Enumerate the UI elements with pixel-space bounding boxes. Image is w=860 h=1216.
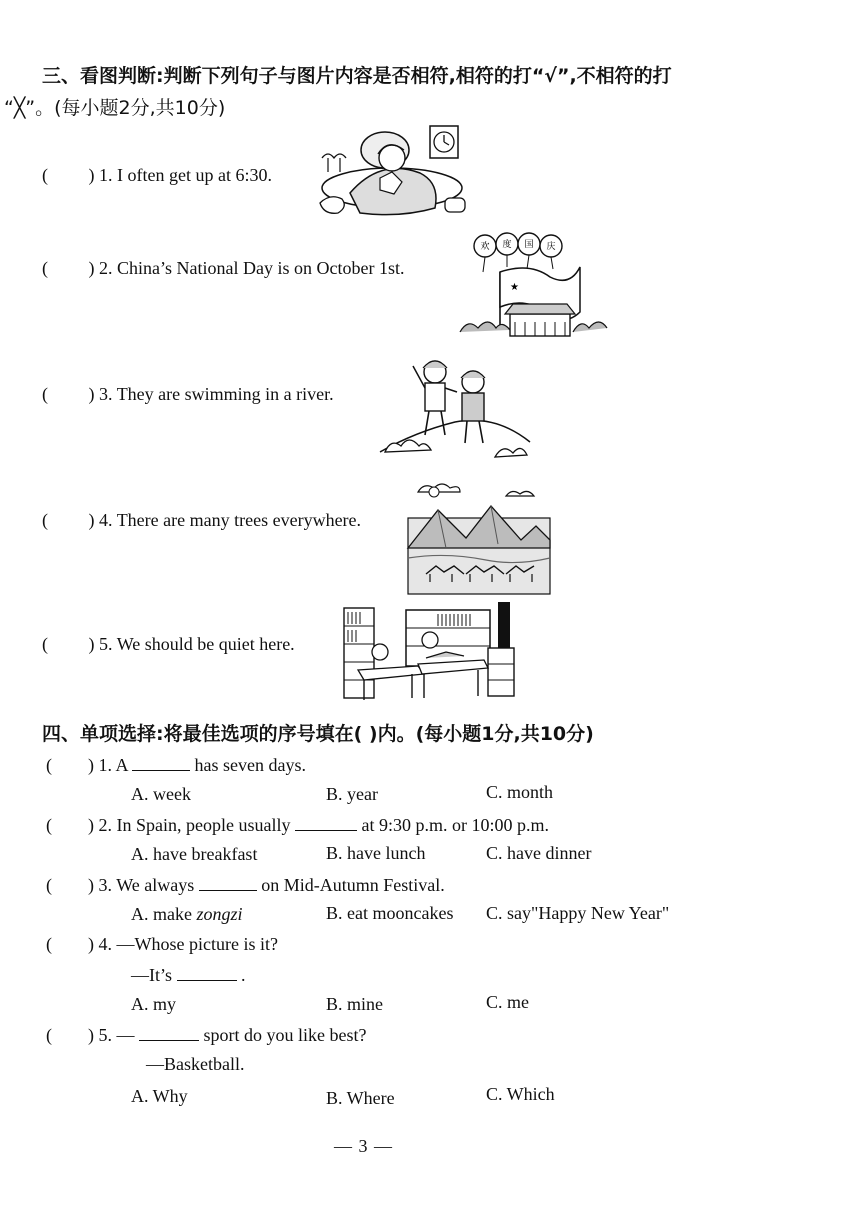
choice-question-3 — [46, 874, 445, 896]
banner-char-1: 欢 — [480, 242, 490, 252]
answer-paren-2[interactable]: ( ) — [42, 258, 95, 278]
answer-paren-q4[interactable]: ( ) — [46, 934, 94, 954]
option-a — [131, 904, 243, 925]
answer-blank[interactable] — [295, 814, 357, 831]
option-b: B. year — [326, 784, 378, 804]
option-a-text: A. make — [131, 904, 197, 924]
judge-item-1 — [42, 165, 272, 186]
option-b: B. eat mooncakes — [326, 903, 454, 923]
hiking-children-picture — [375, 352, 535, 472]
answer-blank[interactable] — [177, 964, 237, 981]
answer-paren-5[interactable]: ( ) — [42, 634, 95, 654]
answer-paren-q2[interactable]: ( ) — [46, 815, 94, 835]
option-a: A. Why — [131, 1086, 188, 1106]
banner-char-2: 度 — [502, 240, 512, 250]
question-stem: at 9:30 p.m. or 10:00 p.m. — [361, 815, 549, 835]
judge-item-2 — [42, 258, 404, 279]
option-b: B. mine — [326, 994, 383, 1014]
answer-paren-4[interactable]: ( ) — [42, 510, 95, 530]
section3-title-line1: 三、看图判断:判断下列句子与图片内容是否相符,相符的打“√”,不相符的打 — [42, 65, 672, 87]
choice-question-1 — [46, 754, 306, 776]
question-num: 1. — [98, 755, 112, 775]
option-c: C. have dinner — [486, 843, 592, 863]
banner-char-3: 国 — [524, 240, 534, 250]
choice-question-5 — [46, 1024, 366, 1046]
option-a: A. my — [131, 994, 176, 1014]
banner-char-4: 庆 — [546, 242, 556, 252]
option-a: A. have breakfast — [131, 844, 258, 864]
answer-paren-q5[interactable]: ( ) — [46, 1025, 94, 1045]
answer-paren-q3[interactable]: ( ) — [46, 875, 94, 895]
question-4-line2 — [131, 964, 246, 986]
svg-text:★: ★ — [510, 282, 519, 293]
question-stem: —It’s — [131, 965, 173, 985]
judge-item-text: China’s National Day is on October 1st. — [117, 258, 405, 278]
option-b: B. have lunch — [326, 843, 426, 863]
answer-paren-q1[interactable]: ( ) — [46, 755, 94, 775]
judge-item-text: We should be quiet here. — [116, 634, 295, 654]
judge-item-text: There are many trees everywhere. — [116, 510, 362, 530]
question-num: 5. — [98, 1025, 112, 1045]
judge-item-3 — [42, 384, 334, 405]
question-num: 2. — [98, 815, 112, 835]
option-c: C. Which — [486, 1084, 555, 1104]
judge-item-num: 1. — [99, 165, 113, 185]
question-stem: —Whose picture is it? — [116, 934, 278, 954]
answer-blank[interactable] — [139, 1024, 199, 1041]
section3-title-line2: “╳”。(每小题2分,共10分) — [4, 97, 226, 119]
option-a-italic: zongzi — [196, 904, 243, 924]
question-num: 4. — [98, 934, 112, 954]
question-stem: — — [116, 1025, 135, 1045]
judge-item-num: 4. — [99, 510, 113, 530]
option-a: A. week — [131, 784, 191, 804]
option-c: C. me — [486, 992, 529, 1012]
tiananmen-flag-picture — [455, 232, 615, 344]
option-c: C. say"Happy New Year" — [486, 903, 670, 923]
judge-item-5 — [42, 634, 295, 655]
answer-paren-3[interactable]: ( ) — [42, 384, 95, 404]
page-number: — 3 — — [334, 1136, 393, 1156]
sleeping-child-picture — [310, 118, 475, 223]
judge-item-text: I often get up at 6:30. — [117, 165, 272, 185]
answer-blank[interactable] — [132, 754, 190, 771]
question-num: 3. — [98, 875, 112, 895]
answer-blank[interactable] — [199, 874, 257, 891]
option-b: B. Where — [326, 1088, 395, 1108]
judge-item-num: 3. — [99, 384, 113, 404]
question-stem: . — [241, 965, 246, 985]
option-c: C. month — [486, 782, 554, 802]
question-stem: We always — [116, 875, 195, 895]
question-stem: on Mid-Autumn Festival. — [261, 875, 445, 895]
answer-paren-1[interactable]: ( ) — [42, 165, 95, 185]
choice-question-2 — [46, 814, 549, 836]
judge-item-num: 5. — [99, 634, 113, 654]
question-stem: A — [115, 755, 128, 775]
judge-item-num: 2. — [99, 258, 113, 278]
choice-question-4 — [46, 934, 278, 955]
desert-pyramids-picture — [406, 478, 552, 596]
question-5-line2: —Basketball. — [146, 1054, 245, 1074]
question-stem: has seven days. — [194, 755, 307, 775]
judge-item-text: They are swimming in a river. — [116, 384, 334, 404]
library-reading-picture — [338, 600, 518, 708]
question-stem: In Spain, people usually — [116, 815, 291, 835]
question-stem: sport do you like best? — [203, 1025, 367, 1045]
judge-item-4 — [42, 510, 361, 531]
section4-title: 四、单项选择:将最佳选项的序号填在( )内。(每小题1分,共10分) — [42, 723, 594, 745]
